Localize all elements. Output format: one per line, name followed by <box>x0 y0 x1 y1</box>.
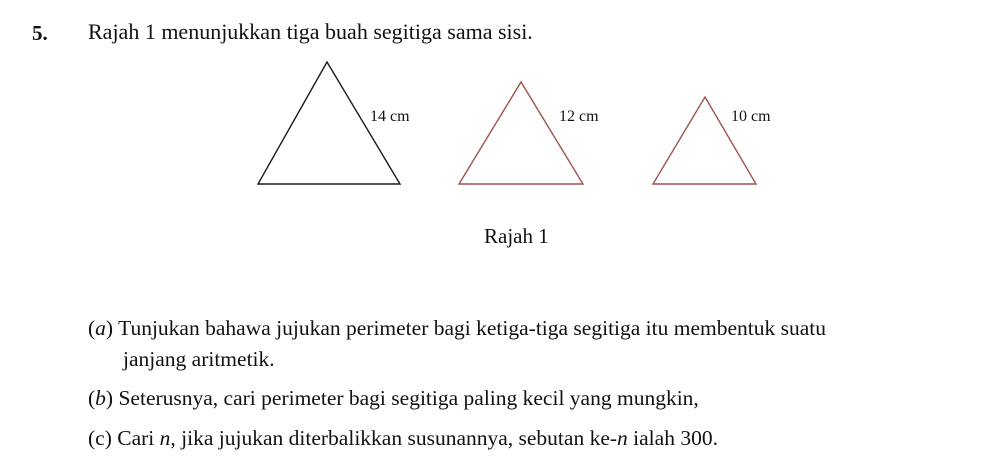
part-c-variable-n-2: n <box>617 426 628 450</box>
triangle-10cm-side-label: 10 cm <box>731 108 771 125</box>
question-number: 5. <box>32 21 48 45</box>
figure-caption: Rajah 1 <box>484 224 549 248</box>
part-a: (a) Tunjukan bahawa jujukan perimeter bagi ketiga-tiga segitiga itu membentuk suatu <box>88 316 827 340</box>
triangle-12cm-side-label: 12 cm <box>559 108 599 125</box>
part-c-letter: c <box>95 426 105 450</box>
part-c-variable-n: n <box>159 426 171 450</box>
part-a-text-line2: janjang aritmetik. <box>123 347 275 371</box>
part-b: (b) Seterusnya, cari perimeter bagi segitiga paling kecil yang mungkin, <box>88 386 699 410</box>
part-c-text-mid: , jika jujukan diterbalikkan susunannya, sebutan ke- <box>170 426 618 450</box>
part-c: (c) Cari n, jika jujukan diterbalikkan susunannya, sebutan ke-n ialah 300. <box>88 426 718 450</box>
part-c-text-pre: Cari <box>111 426 160 450</box>
part-a-letter: a <box>95 316 106 340</box>
triangle-12cm <box>459 82 583 184</box>
question-stem: Rajah 1 menunjukkan tiga buah segitiga sama sisi. <box>88 19 533 44</box>
part-b-letter: b <box>95 386 106 410</box>
part-c-text-post: ialah 300. <box>627 426 718 450</box>
triangle-14cm-side-label: 14 cm <box>370 108 410 125</box>
part-b-text: Seterusnya, cari perimeter bagi segitiga paling kecil yang mungkin, <box>113 386 699 410</box>
part-a-text-line1: Tunjukan bahawa jujukan perimeter bagi ketiga-tiga segitiga itu membentuk suatu <box>113 316 827 340</box>
